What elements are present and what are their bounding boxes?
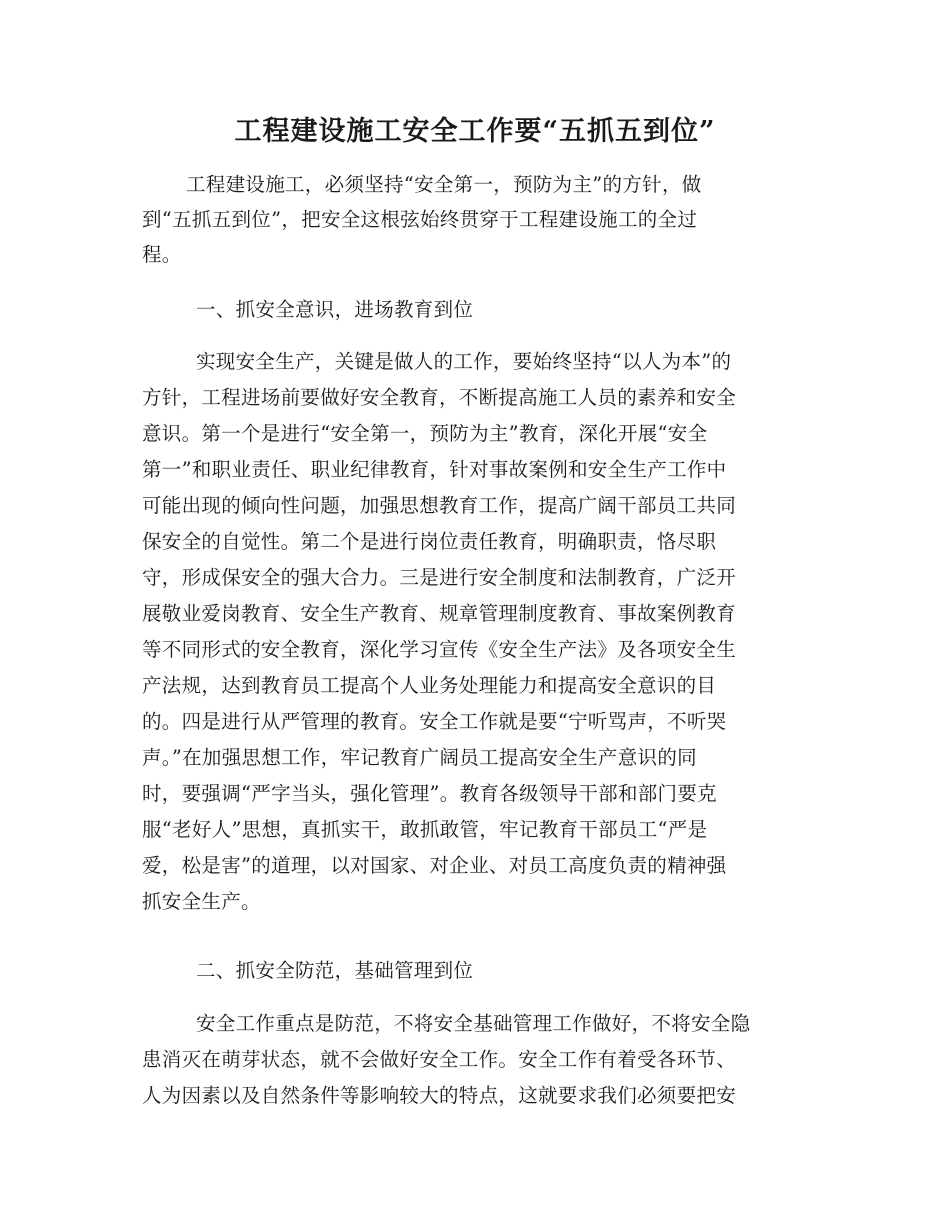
paragraph-line: 第一”和职业责任、职业纪律教育，针对事故案例和安全生产工作中 [142,458,727,481]
paragraph-line: 实现安全生产，关键是做人的工作，要始终坚持“以人为本”的 [196,350,732,373]
document-title: 工程建设施工安全工作要“五抓五到位” [234,116,716,147]
paragraph-line: 到“五抓五到位”，把安全这根弦始终贯穿于工程建设施工的全过 [142,208,698,231]
section-heading: 一、抓安全意识，进场教育到位 [196,298,474,321]
paragraph-line: 产法规，达到教育员工提高个人业务处理能力和提高安全意识的目 [142,674,717,697]
paragraph-line: 守，形成保安全的强大合力。三是进行安全制度和法制教育，广泛开 [142,566,737,589]
paragraph-line: 抓安全生产。 [142,890,261,913]
paragraph-line: 时，要强调“严字当头，强化管理”。教育各级领导干部和部门要克 [142,782,717,805]
paragraph-line: 意识。第一个是进行“安全第一，预防为主”教育，深化开展“安全 [142,422,708,445]
paragraph-line: 方针，工程进场前要做好安全教育，不断提高施工人员的素养和安全 [142,386,737,409]
section-heading: 二、抓安全防范，基础管理到位 [196,959,474,982]
paragraph-line: 的。四是进行从严管理的教育。安全工作就是要“宁听骂声，不听哭 [142,710,727,733]
paragraph-line: 等不同形式的安全教育，深化学习宣传《安全生产法》及各项安全生 [142,638,737,661]
paragraph-line: 患消灭在萌芽状态，就不会做好安全工作。安全工作有着受各环节、 [142,1048,737,1071]
paragraph-line: 展敬业爱岗教育、安全生产教育、规章管理制度教育、事故案例教育 [142,602,737,625]
paragraph-line: 工程建设施工，必须坚持“安全第一，预防为主”的方针，做 [186,173,702,196]
paragraph-line: 保安全的自觉性。第二个是进行岗位责任教育，明确职责，恪尽职 [142,530,717,553]
paragraph-line: 声。”在加强思想工作，牢记教育广阔员工提高安全生产意识的同 [142,746,697,769]
paragraph-line: 爱，松是害”的道理，以对国家、对企业、对员工高度负责的精神强 [142,854,727,877]
paragraph-line: 人为因素以及自然条件等影响较大的特点，这就要求我们必须要把安 [142,1084,737,1107]
paragraph-line: 安全工作重点是防范，不将安全基础管理工作做好，不将安全隐 [196,1012,751,1035]
paragraph-line: 程。 [142,243,182,266]
paragraph-line: 可能出现的倾向性问题，加强思想教育工作，提高广阔干部员工共同 [142,494,737,517]
paragraph-line: 服“老好人”思想，真抓实干，敢抓敢管，牢记教育干部员工“严是 [142,818,708,841]
